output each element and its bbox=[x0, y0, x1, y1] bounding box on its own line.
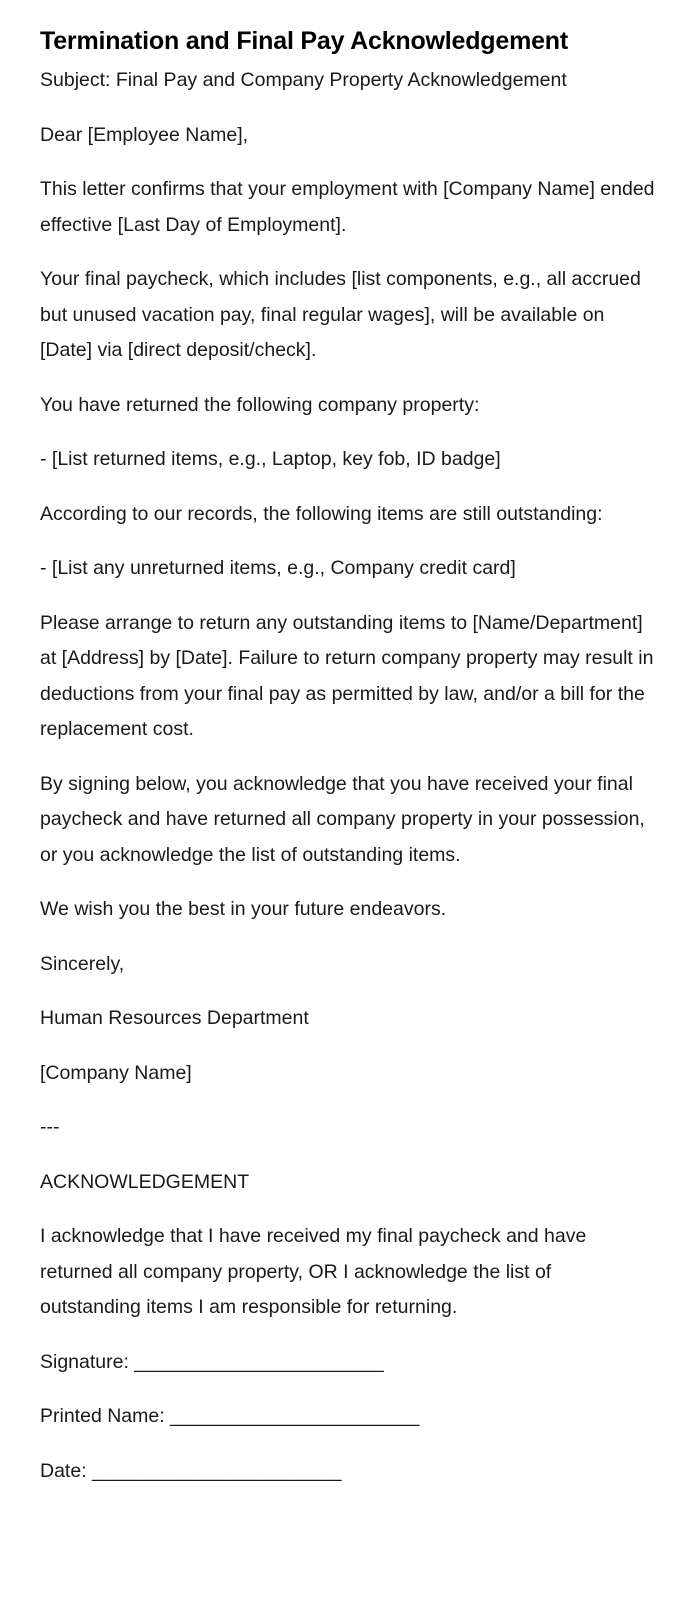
closing-wish: We wish you the best in your future endeavors. bbox=[40, 898, 447, 920]
outstanding-items-list: - [List any unreturned items, e.g., Company credit card] bbox=[40, 557, 516, 579]
document bbox=[40, 22, 655, 1508]
returned-property-intro: You have returned the following company property: bbox=[40, 393, 480, 416]
subject-line: Subject: Final Pay and Company Property Acknowledgement bbox=[40, 69, 567, 91]
sender-department: Human Resources Department bbox=[40, 1007, 309, 1029]
printed-name-field: Printed Name: _______________________ bbox=[40, 1405, 420, 1427]
signing-acknowledgement-paragraph: By signing below, you acknowledge that you have received your final paycheck and have returned all company property in your possession, or you acknowledge the list of outstanding items. bbox=[40, 772, 645, 866]
closing-sincerely: Sincerely, bbox=[40, 952, 125, 975]
document-title: Termination and Final Pay Acknowledgement bbox=[40, 27, 569, 55]
section-divider: --- bbox=[40, 1116, 60, 1138]
sender-company: [Company Name] bbox=[40, 1061, 192, 1084]
employment-end-paragraph: This letter confirms that your employment with [Company Name] ended effective [Last Day of Employment]. bbox=[40, 178, 655, 236]
date-field: Date: _______________________ bbox=[40, 1459, 342, 1482]
outstanding-items-intro: According to our records, the following items are still outstanding: bbox=[40, 502, 603, 525]
final-paycheck-paragraph: Your final paycheck, which includes [list components, e.g., all accrued but unused vacation pay, final regular wages], will be available on [Date] via [direct deposit/check]. bbox=[40, 268, 641, 361]
acknowledgement-heading: ACKNOWLEDGEMENT bbox=[40, 1170, 250, 1193]
returned-items-list: - [List returned items, e.g., Laptop, key fob, ID badge] bbox=[40, 448, 501, 470]
acknowledgement-statement: I acknowledge that I have received my final paycheck and have returned all company property, OR I acknowledge the list of outstanding items I am responsible for returning. bbox=[40, 1225, 587, 1318]
salutation: Dear [Employee Name], bbox=[40, 123, 249, 146]
signature-field: Signature: _______________________ bbox=[40, 1350, 384, 1373]
return-instructions-paragraph: Please arrange to return any outstanding items to [Name/Department] at [Address] by [Date]. Failure to return company property may result in deductions from your final pay as permitted by law, and/or a bill for the replacement cost. bbox=[40, 611, 654, 740]
